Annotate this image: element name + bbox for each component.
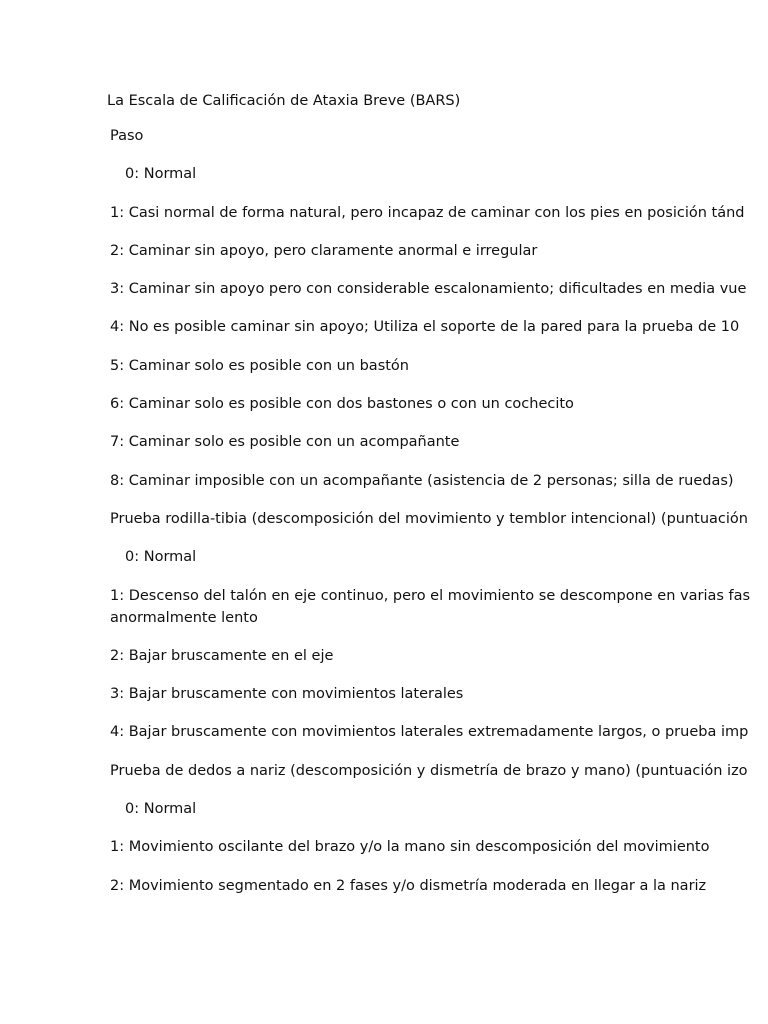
list-item: 3: Caminar sin apoyo pero con considerable escalonamiento; dificultades en media vue [110,281,747,298]
section-heading-gait: Paso [110,128,144,144]
list-item: 6: Caminar solo es posible con dos bastones o con un cochecito [110,396,574,413]
list-item: 0: Normal [125,549,197,566]
list-item: 3: Bajar bruscamente con movimientos laterales [110,686,464,703]
list-item: 0: Normal [125,801,197,818]
section-heading-finger-nose: Prueba de dedos a nariz (descomposición y dismetría de brazo y mano) (puntuación izo [110,762,748,779]
list-item-line-2: anormalmente lento [110,609,258,626]
list-item: 4: Bajar bruscamente con movimientos laterales extremadamente largos, o prueba imp [110,724,749,741]
list-item: 8: Caminar imposible con un acompañante (asistencia de 2 personas; silla de ruedas) [110,472,734,489]
list-item [110,585,768,629]
list-item: 2: Bajar bruscamente en el eje [110,647,334,664]
section-heading-knee-tibia: Prueba rodilla-tibia (descomposición del movimiento y temblor intencional) (puntuación [110,510,748,527]
list-item: 0: Normal [125,166,197,183]
list-item: 1: Movimiento oscilante del brazo y/o la mano sin descomposición del movimiento [110,839,710,856]
list-item: 1: Casi normal de forma natural, pero incapaz de caminar con los pies en posición tánd [110,204,745,221]
document-title: La Escala de Calificación de Ataxia Breve (BARS) [107,93,461,109]
document-body [110,125,768,913]
list-item: 4: No es posible caminar sin apoyo; Utiliza el soporte de la pared para la prueba de 10 [110,319,740,336]
list-item-line-1: 1: Descenso del talón en eje continuo, pero el movimiento se descompone en varias fas [110,587,751,604]
list-item: 2: Caminar sin apoyo, pero claramente anormal e irregular [110,242,538,259]
list-item: 2: Movimiento segmentado en 2 fases y/o dismetría moderada en llegar a la nariz [110,877,707,894]
list-item: 5: Caminar solo es posible con un bastón [110,357,409,374]
list-item: 7: Caminar solo es posible con un acompañante [110,434,460,451]
